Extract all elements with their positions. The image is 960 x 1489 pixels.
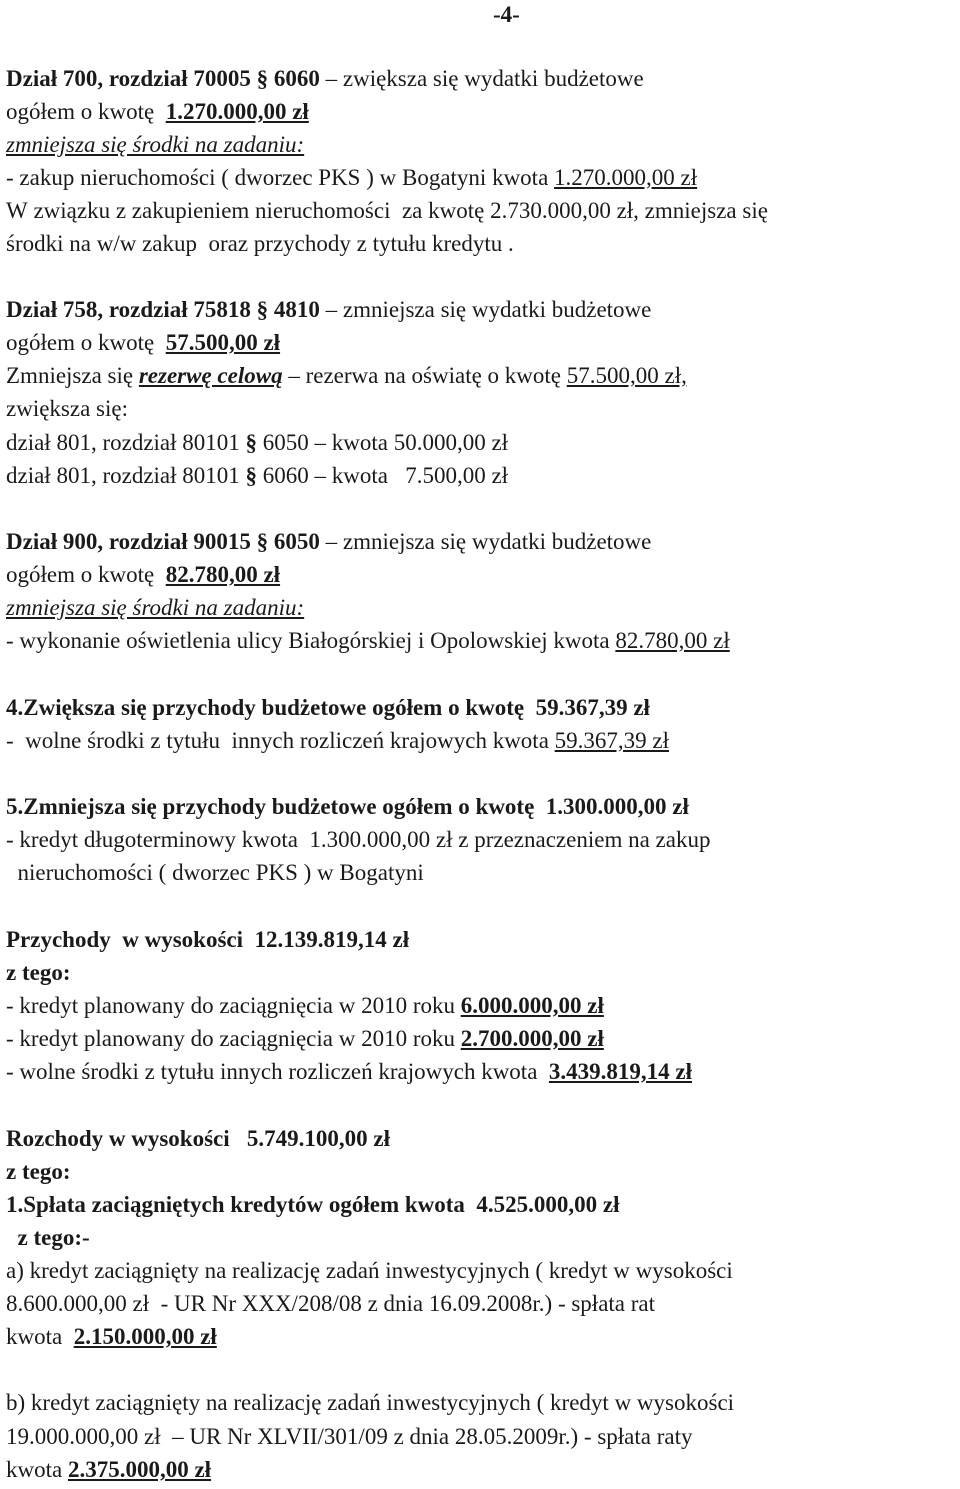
text-span: - wolne środki z tytułu innych rozliczeń krajowych kwota — [6, 1059, 549, 1084]
text-line — [6, 463, 508, 489]
text-line — [6, 1059, 692, 1085]
text-line — [6, 132, 304, 158]
text-line — [6, 1026, 604, 1052]
text-span: Zmniejsza się — [6, 363, 139, 388]
text-span: 6060 – kwota 7.500,00 zł — [257, 463, 509, 488]
text-span: środki na w/w zakup oraz przychody z tytułu kredytu . — [6, 231, 514, 256]
text-line — [6, 595, 304, 621]
text-span: Dział 700, rozdział 70005 — [6, 66, 257, 91]
text-span: a) kredyt zaciągnięty na realizację zadań inwestycyjnych ( kredyt w wysokości — [6, 1258, 733, 1283]
text-span: dział 801, rozdział 80101 — [6, 430, 246, 455]
text-span: ogółem o kwotę — [6, 330, 166, 355]
text-line — [6, 960, 71, 986]
text-span: 1.270.000,00 zł — [554, 165, 698, 190]
text-span: 3.439.819,14 zł — [548, 1059, 693, 1084]
text-line — [6, 562, 280, 588]
text-line — [6, 1324, 217, 1350]
text-line — [6, 1192, 620, 1218]
text-line — [6, 396, 128, 422]
text-span: - wolne środki z tytułu innych rozliczeń krajowych kwota — [6, 728, 555, 753]
text-span: Rozchody w wysokości 5.749.100,00 zł — [6, 1126, 390, 1151]
text-span: 1.Spłata zaciągniętych kredytów ogółem kwota 4.525.000,00 zł — [6, 1192, 620, 1217]
text-span: z tego: — [6, 960, 71, 985]
text-span: ogółem o kwotę — [6, 562, 166, 587]
text-line — [6, 1291, 655, 1317]
text-line — [6, 993, 604, 1019]
text-span: – zmniejsza się wydatki budżetowe — [325, 297, 652, 322]
text-line — [6, 66, 644, 92]
text-line — [6, 1159, 71, 1185]
text-span: nieruchomości ( dworzec PKS ) w Bogatyni — [6, 860, 424, 885]
text-line — [6, 1225, 90, 1251]
text-span: kwota — [6, 1324, 74, 1349]
text-line — [6, 927, 409, 953]
text-line — [6, 363, 687, 389]
text-span: zmniejsza się środki na zadaniu: — [6, 132, 305, 157]
text-line — [6, 860, 424, 886]
text-span: 57.500,00 zł — [165, 330, 281, 355]
text-line — [6, 794, 689, 820]
text-span: rezerwę celową — [138, 363, 283, 388]
text-span: z tego: — [6, 1159, 71, 1184]
text-span: 57.500,00 zł, — [566, 363, 687, 388]
text-span: 4810 — [268, 297, 326, 322]
text-line — [6, 695, 650, 721]
text-span: § — [256, 66, 269, 91]
text-span: Przychody w wysokości 12.139.819,14 zł — [6, 927, 410, 952]
text-span: - wykonanie oświetlenia ulicy Białogórskiej i Opolowskiej kwota — [6, 628, 616, 653]
text-line — [6, 330, 280, 356]
text-line — [6, 628, 730, 654]
text-span: – rezerwa na oświatę o kwotę — [282, 363, 567, 388]
text-line — [6, 99, 309, 125]
text-line — [6, 529, 651, 555]
text-span: 59.367,39 zł — [554, 728, 670, 753]
text-line — [6, 1424, 693, 1450]
text-span: 6050 — [268, 529, 326, 554]
text-span: § — [256, 297, 269, 322]
text-span: § — [245, 463, 258, 488]
text-span: 6050 – kwota 50.000,00 zł — [257, 430, 509, 455]
text-span: 2.700.000,00 zł — [460, 1026, 604, 1051]
text-span: W związku z zakupieniem nieruchomości za kwotę 2.730.000,00 zł, zmniejsza się — [6, 198, 768, 223]
text-span: zwiększa się: — [6, 396, 128, 421]
text-line — [6, 430, 508, 456]
text-span: 1.270.000,00 zł — [165, 99, 309, 124]
text-span: dział 801, rozdział 80101 — [6, 463, 246, 488]
text-span: - zakup nieruchomości ( dworzec PKS ) w Bogatyni kwota — [6, 165, 555, 190]
text-span: ogółem o kwotę — [6, 99, 166, 124]
text-line — [6, 1457, 211, 1483]
text-span: – zwiększa się wydatki budżetowe — [325, 66, 644, 91]
text-span: 5.Zmniejsza się przychody budżetowe ogółem o kwotę 1.300.000,00 zł — [6, 794, 689, 819]
text-span: Dział 900, rozdział 90015 — [6, 529, 257, 554]
text-span: kwota — [6, 1457, 68, 1482]
text-span: 19.000.000,00 zł – UR Nr XLVII/301/09 z dnia 28.05.2009r.) - spłata raty — [6, 1424, 693, 1449]
text-span: 82.780,00 zł — [165, 562, 281, 587]
text-line — [6, 827, 710, 853]
text-line — [6, 231, 514, 257]
text-line — [6, 165, 697, 191]
text-span: 8.600.000,00 zł - UR Nr XXX/208/08 z dnia 16.09.2008r.) - spłata rat — [6, 1291, 656, 1316]
text-span: 6060 — [268, 66, 326, 91]
text-span: 4.Zwiększa się przychody budżetowe ogółem o kwotę 59.367,39 zł — [6, 695, 650, 720]
text-span: § — [245, 430, 258, 455]
text-span: 2.375.000,00 zł — [67, 1457, 212, 1482]
text-span: – zmniejsza się wydatki budżetowe — [325, 529, 652, 554]
text-line — [6, 1390, 734, 1416]
text-span: 6.000.000,00 zł — [460, 993, 604, 1018]
text-span: § — [256, 529, 269, 554]
text-line — [6, 297, 651, 323]
text-span: - kredyt planowany do zaciągnięcia w 2010 roku — [6, 1026, 461, 1051]
text-span: z tego:- — [6, 1225, 90, 1250]
text-line — [6, 198, 768, 224]
text-span: 82.780,00 zł — [615, 628, 730, 653]
text-line — [6, 728, 669, 754]
text-span: Dział 758, rozdział 75818 — [6, 297, 257, 322]
text-span: 2.150.000,00 zł — [73, 1324, 217, 1349]
page-number: -4- — [493, 2, 520, 27]
text-span: - kredyt planowany do zaciągnięcia w 2010 roku — [6, 993, 461, 1018]
text-line — [6, 1126, 390, 1152]
text-line — [6, 1258, 733, 1284]
text-span: b) kredyt zaciągnięty na realizację zadań inwestycyjnych ( kredyt w wysokości — [6, 1390, 735, 1415]
text-span: zmniejsza się środki na zadaniu: — [6, 595, 305, 620]
text-span: - kredyt długoterminowy kwota 1.300.000,00 zł z przeznaczeniem na zakup — [6, 827, 711, 852]
